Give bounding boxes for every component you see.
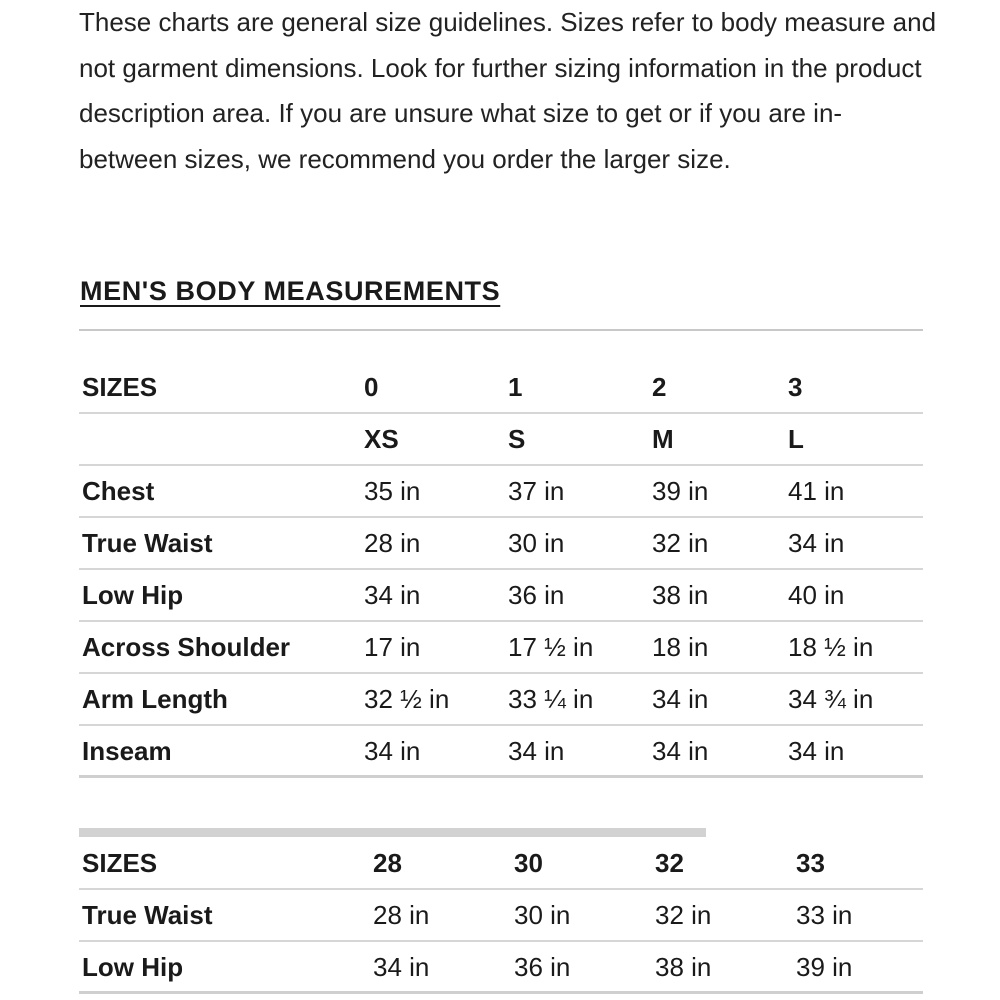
table-divider-bar: [79, 828, 706, 837]
size-header-cell: 33: [796, 848, 825, 878]
measurement-cell: 32 in: [655, 900, 712, 930]
letter-size-cell: XS: [364, 424, 399, 454]
measurement-cell: 36 in: [514, 952, 571, 982]
measurement-cell: 28 in: [373, 900, 430, 930]
size-header-cell: 28: [373, 848, 402, 878]
sizes-header-label: SIZES: [82, 372, 158, 402]
size-header-cell: 3: [788, 372, 803, 402]
row-label: Low Hip: [82, 952, 184, 982]
measurement-cell: 40 in: [788, 580, 845, 610]
sizes-header-label: SIZES: [82, 848, 158, 878]
measurement-cell: 33 in: [796, 900, 853, 930]
measurement-cell: 41 in: [788, 476, 845, 506]
table-row-across-shoulder: [79, 622, 923, 674]
measurement-cell: 18 in: [652, 632, 709, 662]
row-label: Across Shoulder: [82, 632, 291, 662]
measurement-cell: 34 in: [508, 736, 565, 766]
row-label: True Waist: [82, 900, 213, 930]
measurement-cell: 34 in: [788, 528, 845, 558]
size-guidelines-intro: These charts are general size guidelines. Sizes refer to body measure and not garment dimensions. Look for further sizing information in the product description area. If you are unsure what size to get or if you are in-between sizes, we recommend you order the larger size.: [79, 7, 937, 174]
measurement-cell: 30 in: [508, 528, 565, 558]
letter-size-cell: S: [508, 424, 526, 454]
measurement-cell: 34 in: [788, 736, 845, 766]
table-row-inseam: [79, 726, 923, 778]
measurement-cell: 34 ¾ in: [788, 684, 874, 714]
measurement-cell: 39 in: [796, 952, 853, 982]
measurement-cell: 37 in: [508, 476, 565, 506]
measurement-cell: 18 ½ in: [788, 632, 874, 662]
size-header-cell: 1: [508, 372, 523, 402]
size-header-cell: 2: [652, 372, 667, 402]
measurement-cell: 17 ½ in: [508, 632, 594, 662]
letter-size-cell: L: [788, 424, 804, 454]
table-row-true-waist: [79, 890, 923, 942]
measurement-cell: 35 in: [364, 476, 421, 506]
measurement-cell: 34 in: [373, 952, 430, 982]
measurement-cell: 32 ½ in: [364, 684, 450, 714]
measurement-cell: 34 in: [652, 736, 709, 766]
table-row-true-waist: [79, 518, 923, 570]
measurement-cell: 38 in: [652, 580, 709, 610]
measurement-cell: 34 in: [652, 684, 709, 714]
table-row-arm-length: [79, 674, 923, 726]
table-header-row: [79, 362, 923, 414]
measurement-cell: 34 in: [364, 736, 421, 766]
letter-size-cell: M: [652, 424, 674, 454]
row-label: Low Hip: [82, 580, 184, 610]
table-row-low-hip: [79, 942, 923, 994]
row-label: True Waist: [82, 528, 213, 558]
measurement-cell: 39 in: [652, 476, 709, 506]
measurement-cell: 17 in: [364, 632, 421, 662]
section-title: MEN'S BODY MEASUREMENTS: [80, 276, 501, 306]
row-label: Arm Length: [82, 684, 228, 714]
waist-size-table: [79, 838, 923, 994]
measurement-cell: 30 in: [514, 900, 571, 930]
section-divider: [79, 329, 923, 331]
table-header-row: [79, 838, 923, 890]
measurement-cell: 34 in: [364, 580, 421, 610]
measurement-cell: 28 in: [364, 528, 421, 558]
mens-size-table: [79, 362, 923, 778]
measurement-cell: 38 in: [655, 952, 712, 982]
row-label: Chest: [82, 476, 155, 506]
measurement-cell: 36 in: [508, 580, 565, 610]
size-header-cell: 30: [514, 848, 543, 878]
measurement-cell: 33 ¼ in: [508, 684, 594, 714]
table-row-low-hip: [79, 570, 923, 622]
table-row-chest: [79, 466, 923, 518]
letter-size-row: [79, 414, 923, 466]
measurement-cell: 32 in: [652, 528, 709, 558]
size-header-cell: 32: [655, 848, 684, 878]
row-label: Inseam: [82, 736, 172, 766]
size-header-cell: 0: [364, 372, 379, 402]
